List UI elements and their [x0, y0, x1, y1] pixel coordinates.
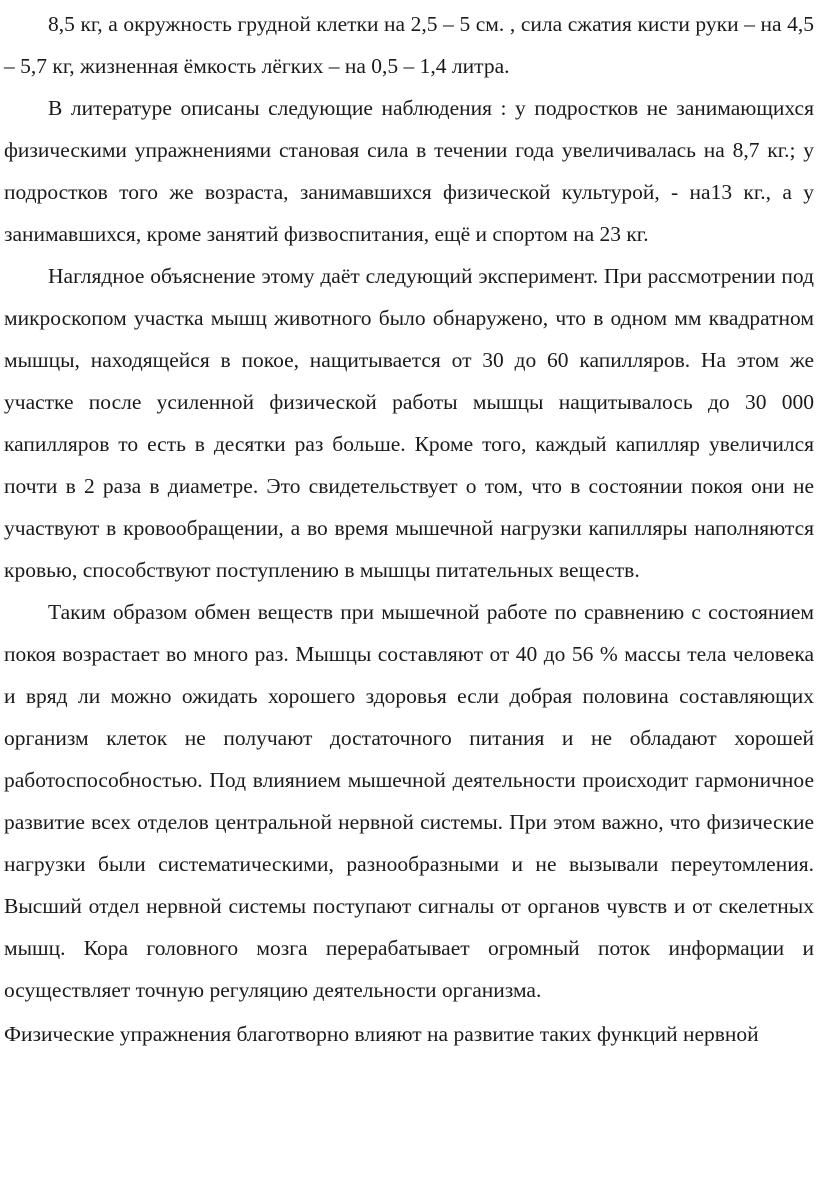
paragraph-2: В литературе описаны следующие наблюдения : у подростков не занимающихся физическими упражнениями становая сила в течении года увеличивалась на 8,7 кг.; у подростков того же возраста, занимавшихся физической культурой, - на13 кг., а у занимавшихся, кроме занятий физвоспитания, ещё и спортом на 23 кг.	[4, 96, 814, 246]
paragraph-1: 8,5 кг, а окружность грудной клетки на 2,5 – 5 см. , сила сжатия кисти руки – на 4,5 – 5,7 кг, жизненная ёмкость лёгких – на 0,5 – 1,4 литра.	[4, 12, 814, 78]
paragraph-4: Таким образом обмен веществ при мышечной работе по сравнению с состоянием покоя возрастает во много раз. Мышцы составляют от 40 до 56 % массы тела человека и вряд ли можно ожидать хорошего здоровья если добрая половина составляющих организм клеток не получают достаточного питания и не обладают хорошей работоспособностью. Под влиянием мышечной деятельности происходит гармоничное развитие всех отделов центральной нервной системы. При этом важно, что физические нагрузки были систематическими, разнообразными и не вызывали переутомления. Высший отдел нервной системы поступают сигналы от органов чувств и от скелетных мышц. Кора головного мозга перерабатывает огромный поток информации и осуществляет точную регуляцию деятельности организма.	[4, 600, 814, 1002]
closing-line: Физические упражнения благотворно влияют на развитие таких функций нервной	[4, 1022, 759, 1046]
paragraph-3: Наглядное объяснение этому даёт следующий эксперимент. При рассмотрении под микроскопом участка мышц животного было обнаружено, что в одном мм квадратном мышцы, находящейся в покое, нащитывается от 30 до 60 капилляров. На этом же участке после усиленной физической работы мышцы нащитывалось до 30 000 капилляров то есть в десятки раз больше. Кроме того, каждый капилляр увеличился почти в 2 раза в диаметре. Это свидетельствует о том, что в состоянии покоя они не участвуют в кровообращении, а во время мышечной нагрузки капилляры наполняются кровью, способствуют поступлению в мышцы питательных веществ.	[4, 264, 814, 582]
